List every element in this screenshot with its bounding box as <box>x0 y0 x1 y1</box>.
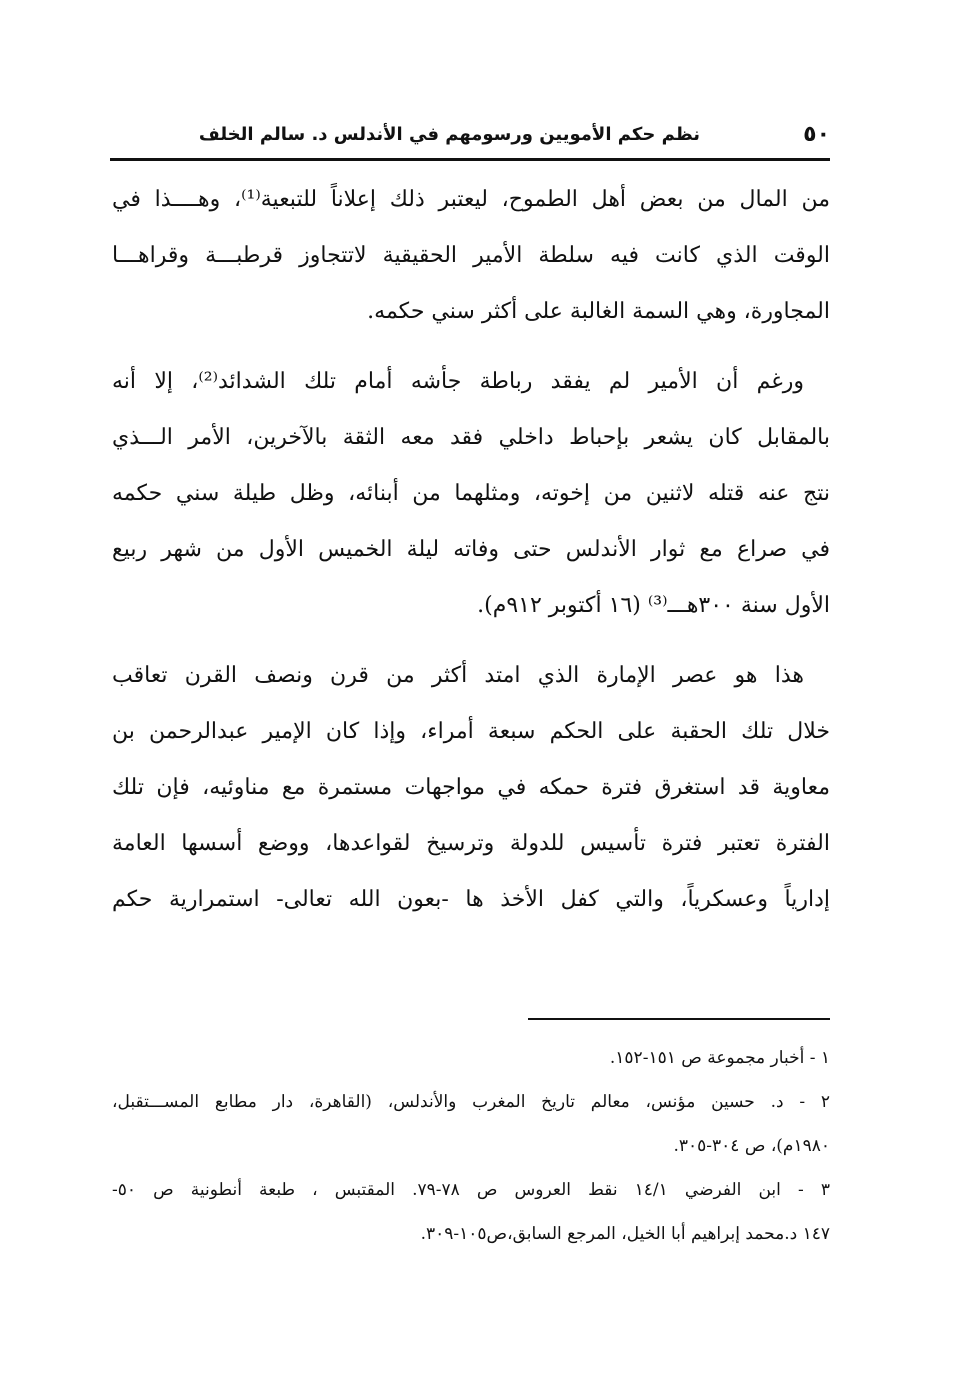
footnote-line: ١٤٧ د.محمد إبراهيم أبا الخيل، المرجع السابق،ص١٠٥-٣٠٩. <box>420 1224 830 1244</box>
paragraph-gap <box>112 634 830 648</box>
body-line: إدارياً وعسكرياً، والتي كفل الأخذ ها -بعون الله تعالى- استمرارية حكم <box>112 887 830 912</box>
body-line: في صراع مع ثوار الأندلس حتى وفاته ليلة الخميس الأول من شهر ربيع <box>112 537 830 562</box>
footnote-line: ٣ - ابن الفرضي ١٤/١ نقط العروس ص ٧٨-٧٩. المقتبس ، طبعة أنطونية ص ٥٠- <box>112 1180 830 1200</box>
running-title: نظم حكم الأمويين ورسومهم في الأندلس د. سالم الخلف <box>198 124 700 145</box>
body-line: معاوية قد استغرق فترة حمكه في مواجهات مستمرة مع مناوئيه، فإن تلك <box>112 775 830 800</box>
header-rule <box>110 158 830 161</box>
footnote-rule <box>528 1018 830 1020</box>
body-line: بالمقابل كان يشعر بإحباط داخلي فقد معه الثقة بالآخرين، الأمر الـــذي <box>112 425 830 450</box>
footnotes <box>112 1036 830 1256</box>
body-line: الأول سنة ٣٠٠هـــ⁽³⁾ (١٦ أكتوبر ٩١٢م). <box>477 593 830 618</box>
body-line: خلال تلك الحقبة على الحكم سبعة أمراء، وإذا كان الإمير عبدالرحمن بن <box>112 719 830 744</box>
body-line: ورغم أن الأمير لم يفقد رباطة جأشه أمام تلك الشدائد⁽²⁾، إلا أنه <box>112 369 804 394</box>
body-line: المجاورة، وهي السمة الغالبة على أكثر سني حكمه. <box>367 299 830 324</box>
body-text <box>112 172 830 928</box>
footnote-line: ١٩٨٠م)، ص ٣٠٤-٣٠٥. <box>673 1136 830 1156</box>
body-line: الفترة تعتبر فترة تأسيس للدولة وترسيخ لقواعدها، ووضع أسسها العامة <box>112 831 830 856</box>
page-header <box>110 118 830 158</box>
page-number: ٥٠ <box>803 122 830 147</box>
body-line: الوقت الذي كانت فيه سلطة الأمير الحقيقية لاتتجاوز قرطبـــة وقراهـــا <box>112 243 830 268</box>
body-line: هذا هو عصر الإمارة الذي امتد أكثر من قرن ونصف القرن تعاقب <box>112 663 804 688</box>
body-line: من المال من بعض أهل الطموح، ليعتبر ذلك إعلاناً للتبعية⁽¹⁾، وهــــذا في <box>112 187 830 212</box>
paragraph-gap <box>112 340 830 354</box>
footnote-line: ١ - أخبار مجموعة ص ١٥١-١٥٢. <box>609 1048 830 1068</box>
footnote-line: ٢ - د. حسين مؤنس، معالم تاريخ المغرب والأندلس، (القاهرة، دار مطابع المســـتقبل، <box>112 1092 830 1112</box>
body-line: نتج عنه قتله لاثنين من إخوته، ومثلهما من أبنائه، وظل طيلة سني حكمه <box>112 481 830 506</box>
